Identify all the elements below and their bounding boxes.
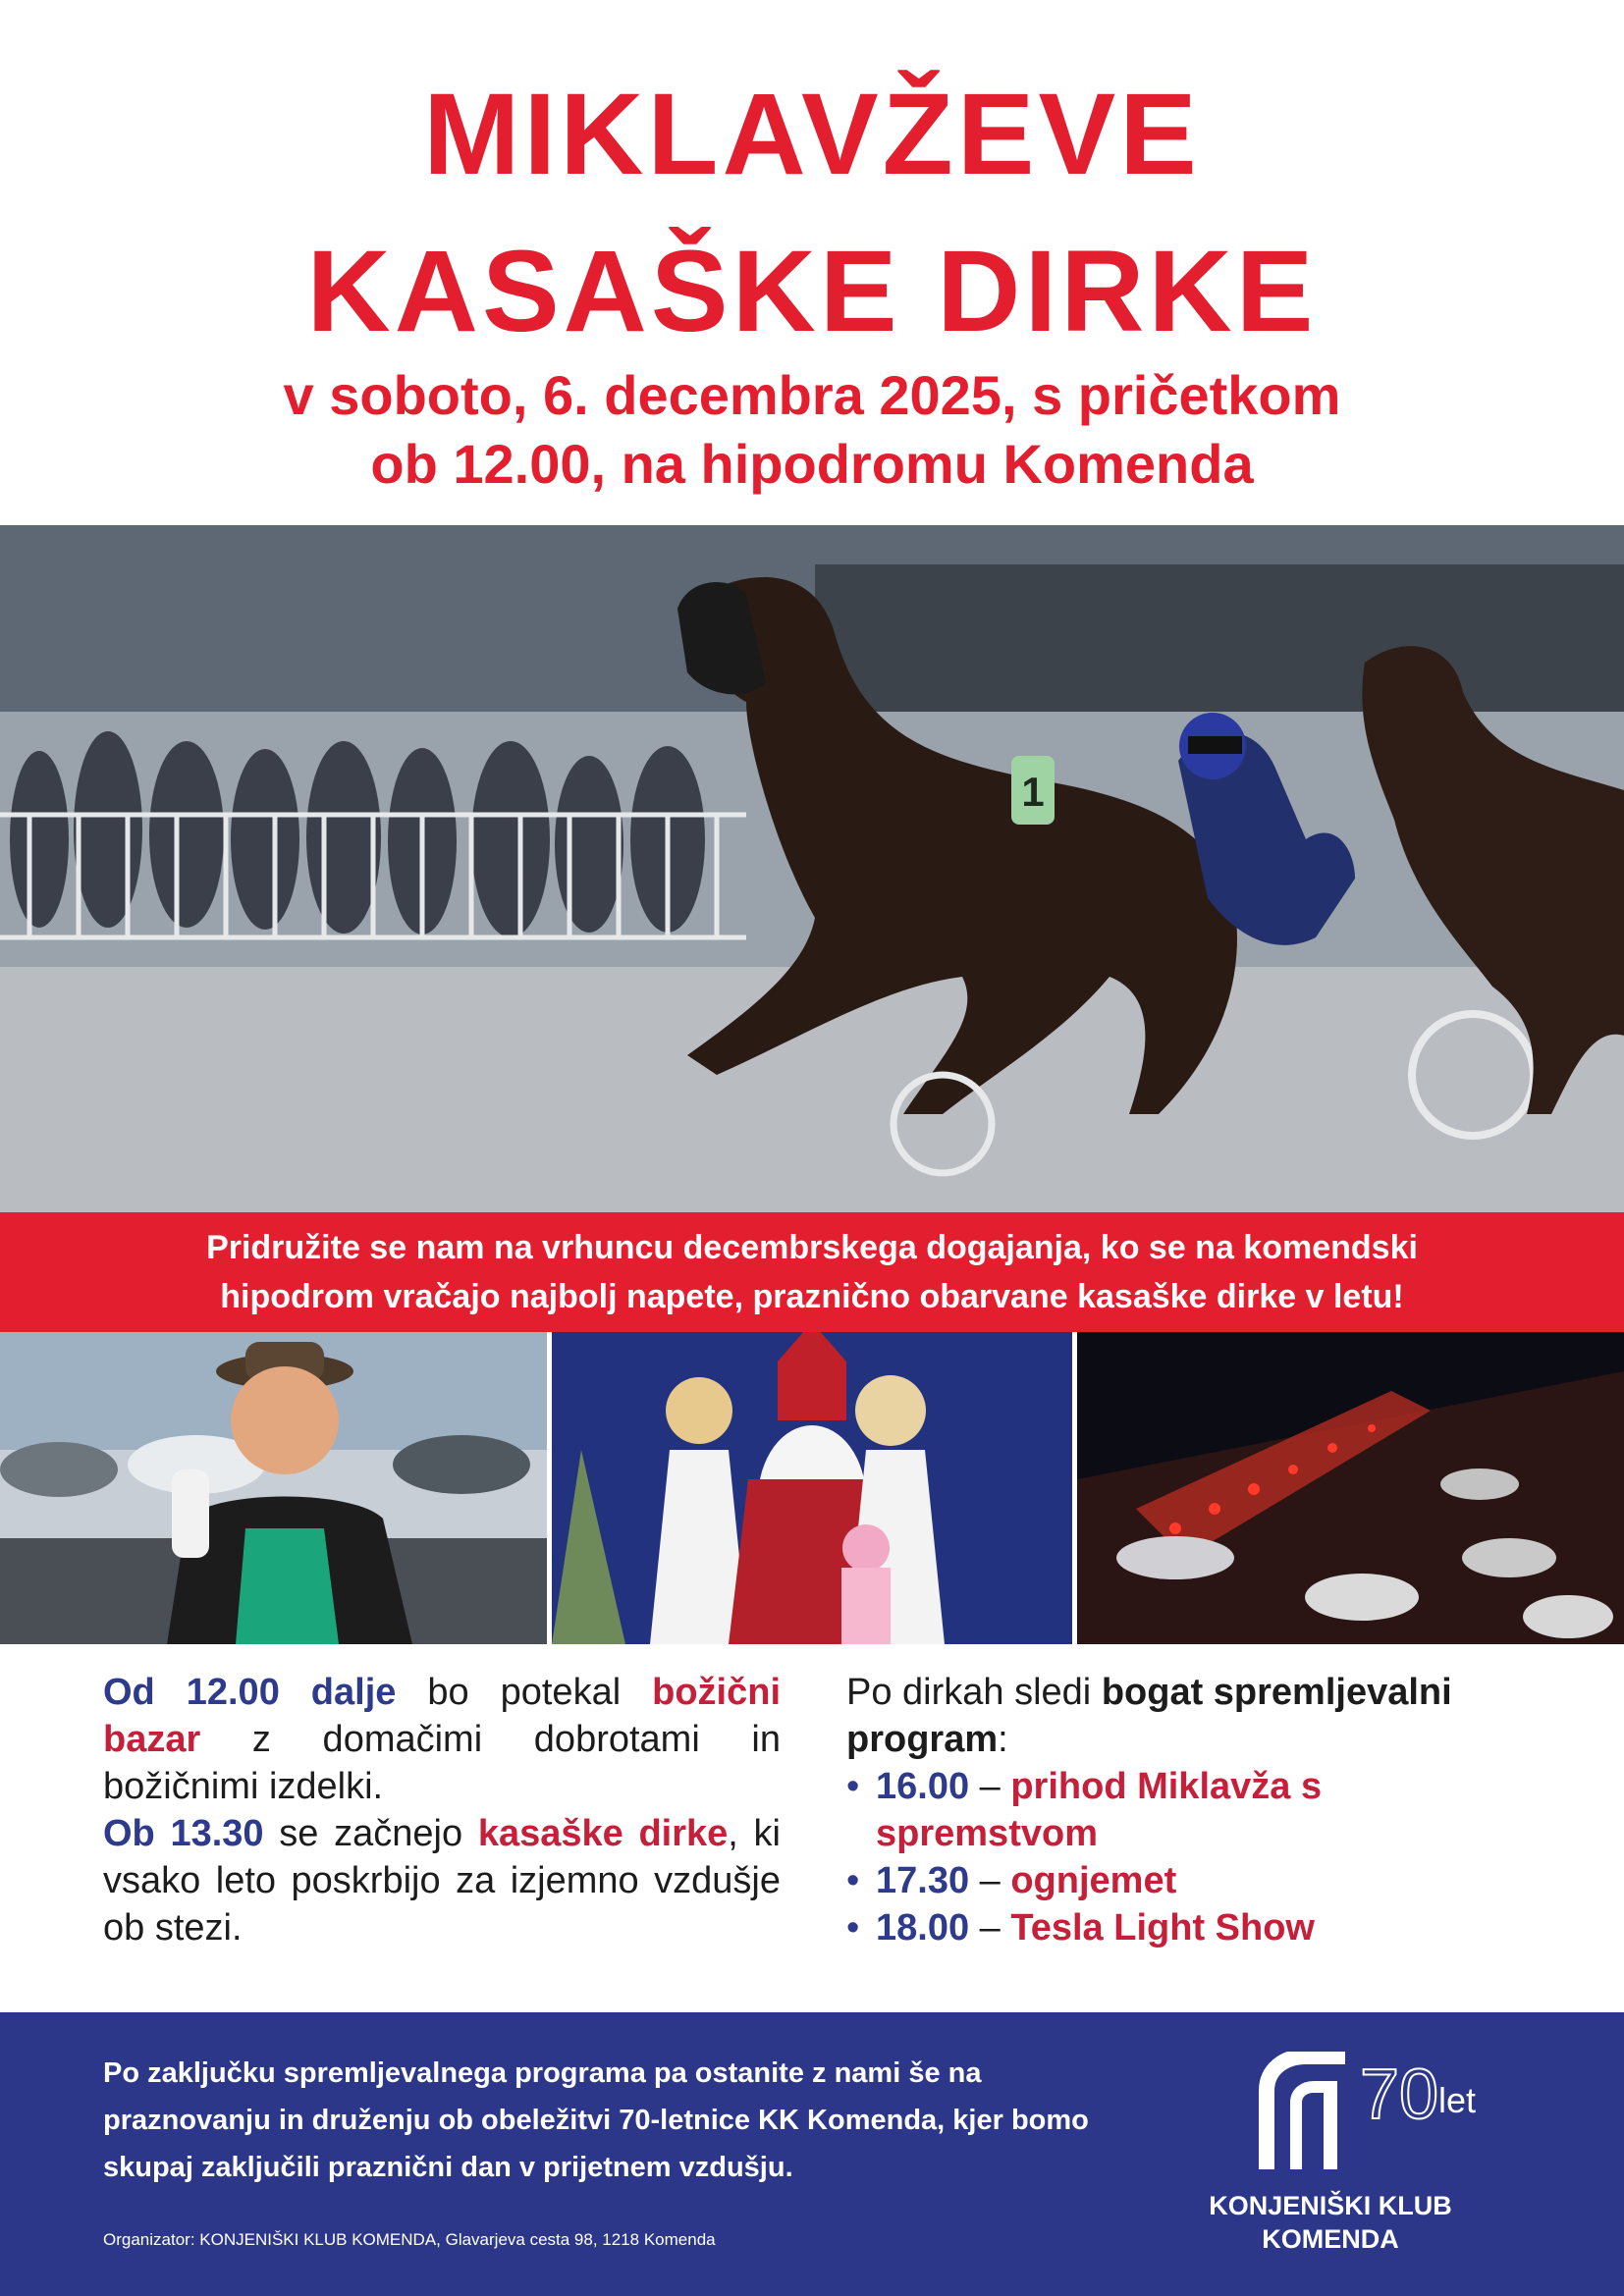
program-item-dash: – — [969, 1766, 1011, 1807]
club-logo — [1168, 2052, 1561, 2277]
program-item-label: ognjemet — [1010, 1860, 1177, 1901]
club-name-line2: KOMENDA — [1262, 2224, 1399, 2254]
logo-70: 70 — [1360, 2056, 1439, 2134]
program-item-time: 18.00 — [876, 1907, 970, 1949]
photo-bazaar-vendor — [0, 1332, 547, 1644]
program-item-time: 17.30 — [876, 1860, 970, 1901]
program-item-time: 16.00 — [876, 1766, 970, 1807]
horseshoe-70-icon — [1168, 2052, 1492, 2179]
program-item-dash: – — [969, 1860, 1011, 1901]
photo-tesla-light-show — [1077, 1332, 1624, 1644]
event-title-line2: KASAŠKE DIRKE — [306, 227, 1318, 356]
intro-banner — [0, 1212, 1624, 1332]
program-item-dash: – — [969, 1907, 1011, 1949]
program-item: • 16.00 – prihod Miklavža s spremstvom — [846, 1766, 1323, 1854]
horse-number-tag: 1 — [1021, 769, 1045, 815]
hero-photo-harness-race — [0, 525, 1624, 1212]
event-location: ob 12.00, na hipodromu Komenda — [370, 433, 1254, 495]
photo-saint-nicholas — [552, 1332, 1072, 1644]
harness-race-illustration — [0, 525, 1624, 1212]
program-item-label: prihod Miklavža s spremstvom — [876, 1766, 1323, 1854]
bazar-label: božični bazar — [103, 1672, 782, 1760]
program-item-label: Tesla Light Show — [1010, 1907, 1315, 1949]
bazar-text-a: bo potekal — [396, 1672, 653, 1713]
races-text-a: se začnejo — [263, 1813, 478, 1854]
header — [0, 0, 1624, 525]
event-date: v soboto, 6. decembra 2025, s pričetkom — [283, 364, 1341, 426]
program-item: • 17.30 – ognjemet — [846, 1860, 1177, 1901]
races-label: kasaške dirke — [477, 1813, 729, 1854]
bazar-text-b: z domačimi dobrotami in božičnimi izdelki. — [103, 1719, 781, 1807]
program-item: • 18.00 – Tesla Light Show — [846, 1907, 1315, 1949]
banner-line2: hipodrom vračajo najbolj napete, praznično obarvane kasaške dirke v letu! — [220, 1278, 1404, 1315]
program-intro-bold: bogat spremljevalni program — [846, 1672, 1452, 1760]
club-name — [1168, 2189, 1492, 2256]
organizer-info: Organizator: KONJENIŠKI KLUB KOMENDA, Glavarjeva cesta 98, 1218 Komenda — [103, 2230, 716, 2249]
bazar-time: Od 12.00 dalje — [103, 1672, 397, 1713]
races-time: Ob 13.30 — [103, 1813, 264, 1854]
program-intro: Po dirkah sledi — [846, 1672, 1102, 1713]
program-right-column — [846, 1669, 1553, 1951]
tesla-light-show-illustration — [1077, 1332, 1624, 1644]
footer — [0, 2012, 1624, 2296]
footer-paragraph: Po zaključku spremljevalnega programa pa ostanite z nami še na praznovanju in druženju ob obeležitvi 70-letnice KK Komenda, kjer bomo skupaj zaključili praznični dan v prijetnem vzdušju. — [103, 2057, 1089, 2183]
event-title-line1: MIKLAVŽEVE — [423, 70, 1201, 199]
races-text-b: , ki vsako leto poskrbijo za izjemno vzdušje ob stezi. — [103, 1813, 781, 1949]
program-intro-end: : — [998, 1719, 1008, 1760]
logo-let: let — [1438, 2080, 1477, 2120]
schedule-left-column — [103, 1669, 781, 1951]
banner-line1: Pridružite se nam na vrhuncu decembrskega dogajanja, ko se na komendski — [206, 1229, 1418, 1266]
vendor-illustration — [0, 1332, 547, 1644]
saint-nicholas-illustration — [552, 1332, 1072, 1644]
club-name-line1: KONJENIŠKI KLUB — [1209, 2191, 1452, 2220]
